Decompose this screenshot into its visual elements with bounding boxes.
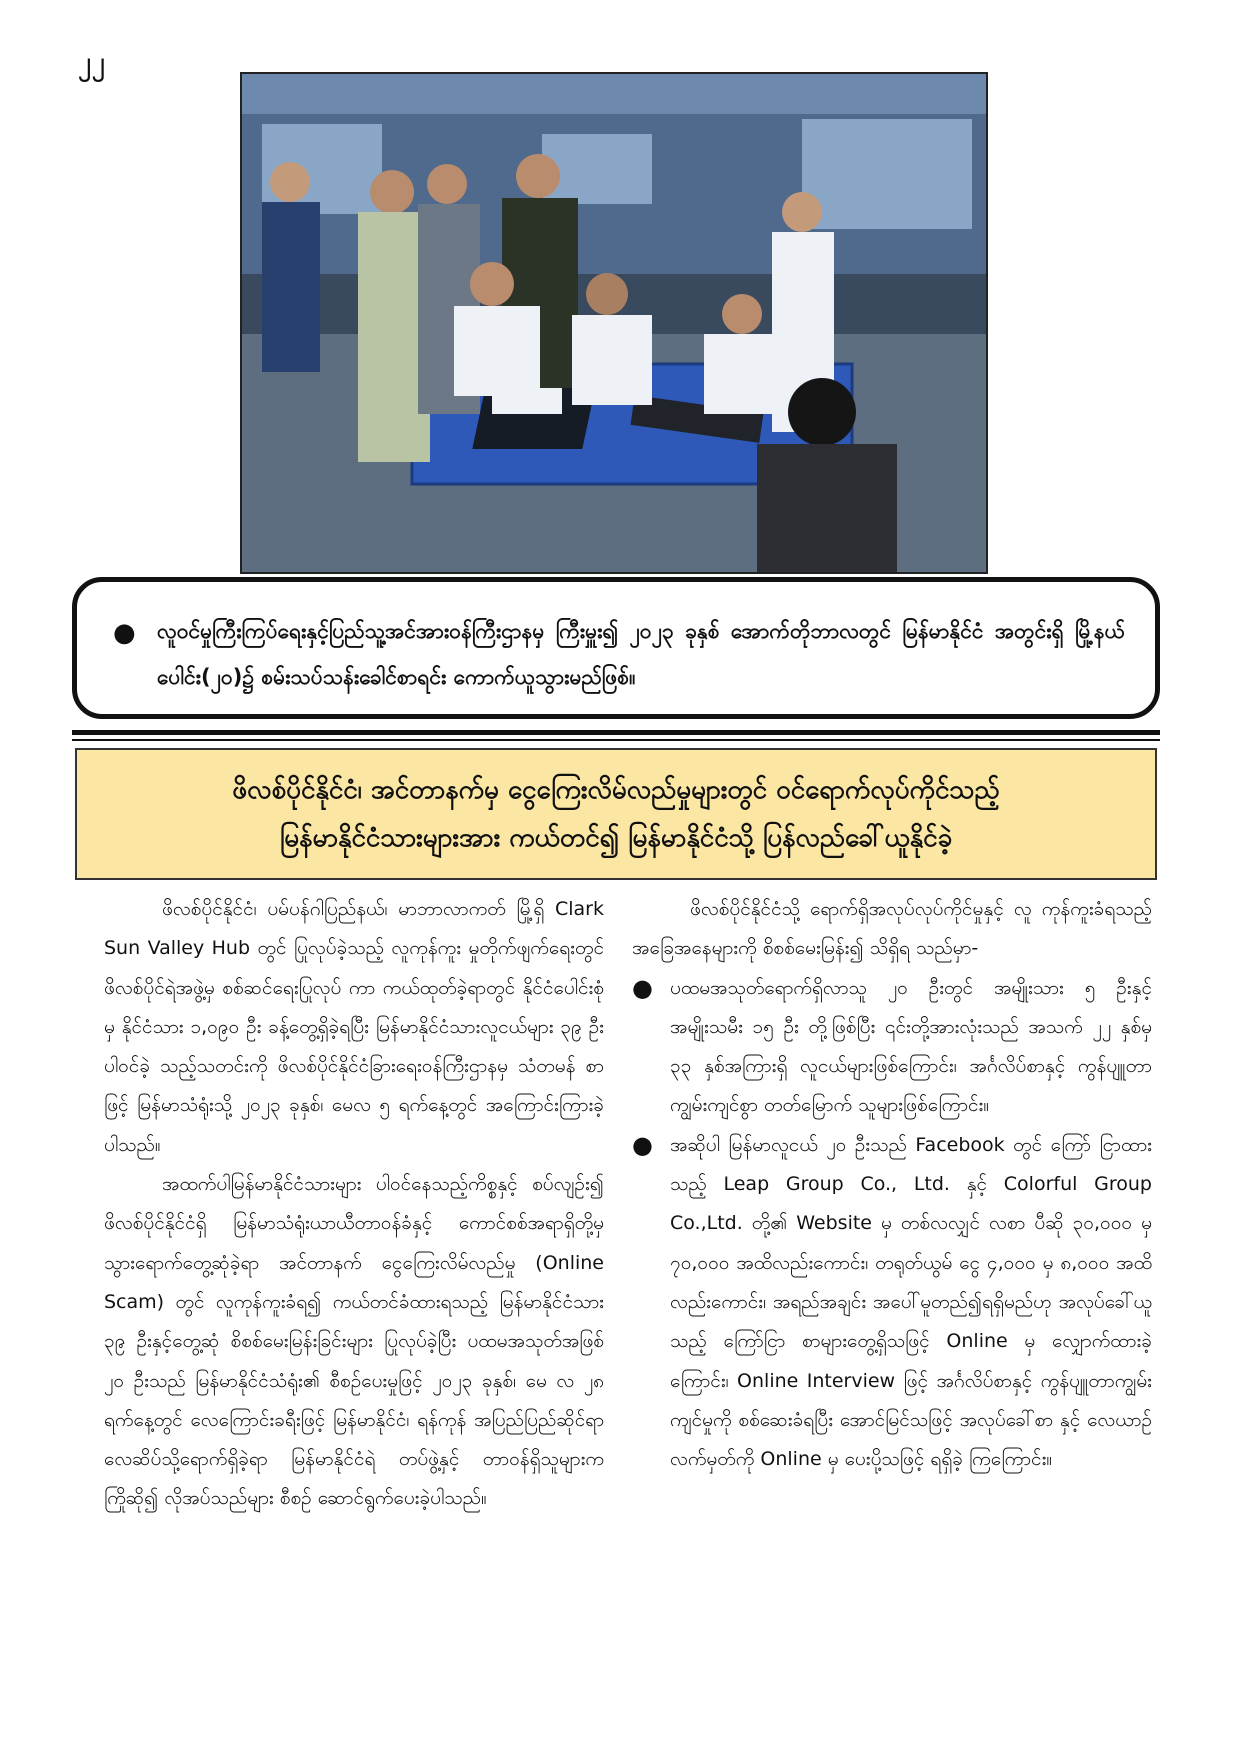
photo-illustration — [242, 74, 986, 572]
article-headline — [75, 748, 1157, 880]
article-paragraph: အထက်ပါမြန်မာနိုင်ငံသားများ ပါဝင်နေသည့်ကိစ္စနှင့် စပ်လျဉ်း၍ ဖိလစ်ပိုင်နိုင်ငံရှိ မြန်မာသံရုံးယာယီတာဝန်ခံနှင့် ကောင်စစ်အရာရှိတို့မှ သွားရောက်တွေ့ဆုံခဲ့ရာ အင်တာနက် ငွေကြေးလိမ်လည်မှု (Online Scam) တွင် လူကုန်ကူးခံရ၍ ကယ်တင်ခံထားရသည့် မြန်မာနိုင်ငံသား ၃၉ ဦးနှင့်တွေ့ဆုံ စိစစ်မေးမြန်းခြင်းများ ပြုလုပ်ခဲ့ပြီး ပထမအသုတ်အဖြစ် ၂၀ ဦးသည် မြန်မာနိုင်ငံသံရုံး၏ စီစဉ်ပေးမှုဖြင့် ၂၀၂၃ ခုနှစ်၊ မေ လ ၂၈ ရက်နေ့တွင် လေကြောင်းခရီးဖြင့် မြန်မာနိုင်ငံ၊ ရန်ကုန် အပြည်ပြည်ဆိုင်ရာ လေဆိပ်သို့ရောက်ရှိခဲ့ရာ မြန်မာနိုင်ငံရဲ တပ်ဖွဲ့နှင့် တာဝန်ရှိသူများကကြိုဆို၍ လိုအပ်သည်များ စီစဉ် ဆောင်ရွက်ပေးခဲ့ပါသည်။ — [104, 1173, 604, 1510]
article-paragraph: ဖိလစ်ပိုင်နိုင်ငံ၊ ပမ်ပန်ဂါပြည်နယ်၊ မာဘာလာကတ် မြို့ရှိ Clark Sun Valley Hub တွင် ပြုလုပ်ခဲ့သည့် လူကုန်ကူး မှုတိုက်ဖျက်ရေးတွင် ဖိလစ်ပိုင်ရဲအဖွဲ့မှ စစ်ဆင်ရေးပြုလုပ် ကာ ကယ်ထုတ်ခဲ့ရာတွင် နိုင်ငံပေါင်းစုံမှ နိုင်ငံသား ၁,၀၉၀ ဦး ခန့်တွေ့ရှိခဲ့ရပြီး မြန်မာနိုင်ငံသားလူငယ်များ ၃၉ ဦး ပါဝင်ခဲ့ သည့်သတင်းကို ဖိလစ်ပိုင်နိုင်ငံခြားရေးဝန်ကြီးဌာနမှ သံတမန် စာဖြင့် မြန်မာသံရုံးသို့ ၂၀၂၃ ခုနှစ်၊ မေလ ၅ ရက်နေ့တွင် အကြောင်းကြားခဲ့ပါသည်။ — [104, 898, 604, 1156]
bullet-icon: ● — [632, 973, 653, 1002]
list-item — [632, 1126, 1152, 1480]
article-right-column — [632, 890, 1152, 1479]
article-left-column — [104, 890, 604, 1519]
headline-line-1: ဖိလစ်ပိုင်နိုင်ငံ၊ အင်တာနက်မှ ငွေကြေးလိမ်လည်မှုများတွင် ဝင်ရောက်လုပ်ကိုင်သည့် — [232, 775, 1000, 805]
news-photo — [240, 72, 988, 574]
page-number: ၂၂ — [78, 47, 106, 77]
article-paragraph: ဖိလစ်ပိုင်နိုင်ငံသို့ ရောက်ရှိအလုပ်လုပ်ကိုင်မှုနှင့် လူ ကုန်ကူးခံရသည့် အခြေအနေများကို စိစစ်မေးမြန်း၍ သိရှိရ သည်မှာ- — [632, 898, 1152, 960]
bullet-icon: ● — [113, 618, 136, 648]
divider-thick — [72, 730, 1160, 735]
findings-list — [632, 969, 1152, 1480]
list-item-text: ပထမအသုတ်ရောက်ရှိလာသူ ၂၀ ဦးတွင် အမျိုးသား ၅ ဦးနှင့် အမျိုးသမီး ၁၅ ဦး တို့ဖြစ်ပြီး ၎င်းတို့အားလုံးသည် အသက် ၂၂ နှစ်မှ ၃၃ နှစ်အကြားရှိ လူငယ်များဖြစ်ကြောင်း၊ အင်္ဂလိပ်စာနှင့် ကွန်ပျူတာကျွမ်းကျင်စွာ တတ်မြောက် သူများဖြစ်ကြောင်း။ — [670, 976, 1152, 1117]
list-item-text: အဆိုပါ မြန်မာလူငယ် ၂၀ ဦးသည် Facebook တွင် ကြော် ငြာထားသည့် Leap Group Co., Ltd. နှင့် Colorful Group Co.,Ltd. တို့၏ Website မှ တစ်လလျှင် လစာ ပီဆို ၃၀,၀၀၀ မှ ၇၀,၀၀၀ အထိလည်းကောင်း၊ တရုတ်ယွမ် ငွေ ၄,၀၀၀ မှ ၈,၀၀၀ အထိလည်းကောင်း၊ အရည်အချင်း အပေါ်မူတည်၍ရရှိမည်ဟု အလုပ်ခေါ်ယူသည့် ကြော်ငြာ စာများတွေ့ရှိသဖြင့် Online မှ လျှောက်ထားခဲ့ကြောင်း၊ Online Interview ဖြင့် အင်္ဂလိပ်စာနှင့် ကွန်ပျူတာကျွမ်း ကျင်မှုကို စစ်ဆေးခံရပြီး အောင်မြင်သဖြင့် အလုပ်ခေါ်စာ နှင့် လေယာဉ်လက်မှတ်ကို Online မှ ပေးပို့သဖြင့် ရရှိခဲ့ ကြကြောင်း။ — [670, 1133, 1152, 1471]
highlight-box — [72, 577, 1160, 719]
list-item — [632, 969, 1152, 1126]
bullet-icon: ● — [632, 1130, 653, 1159]
highlight-text: လူဝင်မှုကြီးကြပ်ရေးနှင့်ပြည်သူ့အင်အားဝန်ကြီးဌာနမှ ကြီးမှူး၍ ၂၀၂၃ ခုနှစ် အောက်တိုဘာလတွင် မြန်မာနိုင်ငံ အတွင်းရှိ မြို့နယ်ပေါင်း(၂၀)၌ စမ်းသပ်သန်းခေါင်စာရင်း ကောက်ယူသွားမည်ဖြစ်။ — [157, 619, 1125, 689]
divider-thin — [72, 739, 1160, 741]
headline-line-2: မြန်မာနိုင်ငံသားများအား ကယ်တင်၍ မြန်မာနိုင်ငံသို့ ပြန်လည်ခေါ်ယူနိုင်ခဲ့ — [279, 823, 953, 853]
